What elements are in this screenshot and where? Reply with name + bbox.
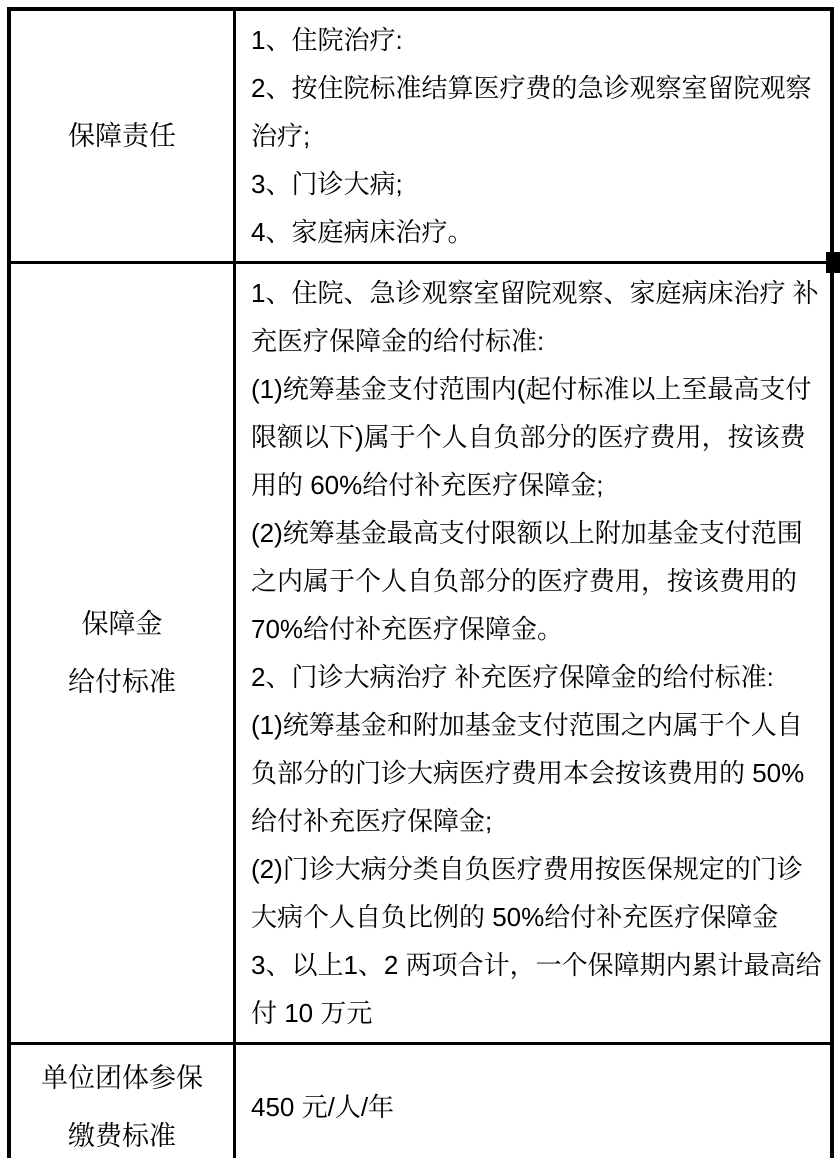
content-line: 负部分的门诊大病医疗费用本会按该费用的 50% xyxy=(251,758,805,788)
content-line: 限额以下)属于个人自负部分的医疗费用，按该费 xyxy=(251,422,806,452)
content-line: 之内属于个人自负部分的医疗费用，按该费用的 xyxy=(251,566,798,596)
content-line: 450 元/人/年 xyxy=(251,1092,395,1122)
header-line: 保障金 xyxy=(81,609,163,639)
content-line: (2)门诊大病分类自负医疗费用按医保规定的门诊 xyxy=(251,854,803,884)
header-line: 保障责任 xyxy=(68,121,176,151)
scan-artifact-mark xyxy=(826,252,840,273)
row-header-coverage-liability xyxy=(9,9,235,263)
content-line: 1、住院、急诊观察室留院观察、家庭病床治疗 补 xyxy=(251,278,819,308)
content-line: 治疗; xyxy=(251,121,311,151)
content-line: 2、按住院标准结算医疗费的急诊观察室留院观察 xyxy=(251,73,812,103)
header-line: 给付标准 xyxy=(68,667,176,697)
content-line: 大病个人自负比例的 50%给付补充医疗保障金 xyxy=(251,902,779,932)
row-header-group-premium-standard xyxy=(9,1044,235,1158)
row-content-benefit-payment-standard xyxy=(235,263,833,1044)
content-line: (1)统筹基金和附加基金支付范围之内属于个人自 xyxy=(251,710,803,740)
table-row-coverage-liability xyxy=(9,9,832,263)
content-line: (2)统筹基金最高支付限额以上附加基金支付范围 xyxy=(251,518,803,548)
row-content-group-premium-standard xyxy=(235,1044,833,1158)
content-line: 用的 60%给付补充医疗保障金; xyxy=(251,470,604,500)
header-line: 单位团体参保 xyxy=(41,1063,203,1093)
content-line: 1、住院治疗: xyxy=(251,25,403,55)
row-content-coverage-liability xyxy=(235,9,833,263)
table-row-benefit-payment-standard xyxy=(9,263,832,1044)
content-line: (1)统筹基金支付范围内(起付标准以上至最高支付 xyxy=(251,374,812,404)
content-line: 付 10 万元 xyxy=(251,998,373,1028)
content-line: 3、门诊大病; xyxy=(251,169,403,199)
content-line: 3、以上1、2 两项合计，一个保障期内累计最高给 xyxy=(251,950,822,980)
table-row-group-premium-standard xyxy=(9,1044,832,1158)
content-line: 4、家庭病床治疗。 xyxy=(251,217,474,247)
insurance-benefits-table xyxy=(7,7,834,1158)
content-line: 2、门诊大病治疗 补充医疗保障金的给付标准: xyxy=(251,662,774,692)
content-line: 充医疗保障金的给付标准: xyxy=(251,326,545,356)
content-line: 70%给付补充医疗保障金。 xyxy=(251,614,564,644)
content-line: 给付补充医疗保障金; xyxy=(251,806,493,836)
row-header-benefit-payment-standard xyxy=(9,263,235,1044)
header-line: 缴费标准 xyxy=(68,1121,176,1151)
